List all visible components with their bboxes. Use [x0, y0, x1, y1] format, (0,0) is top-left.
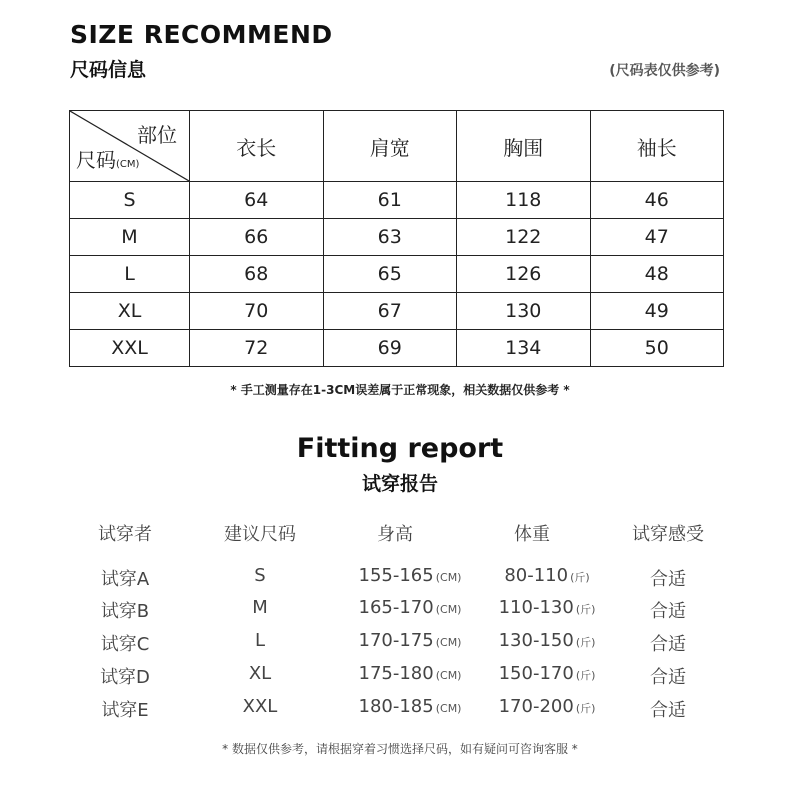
fitting-tester: 试穿C: [100, 634, 150, 655]
column-header-shoulder: 肩宽: [323, 111, 457, 182]
fitting-size: XXL: [242, 696, 278, 717]
fitting-feeling: 合适: [650, 569, 686, 590]
table-cell: 66: [190, 219, 324, 256]
weight-unit: (斤): [570, 571, 590, 584]
page-title-cn: 尺码信息: [70, 59, 147, 81]
fitting-height-value: 165-170: [358, 597, 434, 618]
table-cell: 68: [190, 256, 324, 293]
fitting-column-header-weight: 体重: [514, 524, 550, 545]
fitting-height-value: 155-165: [358, 565, 434, 586]
corner-label-part: 部位: [137, 123, 177, 147]
height-unit: (CM): [435, 702, 462, 715]
page-title-en: SIZE RECOMMEND: [70, 20, 333, 49]
fitting-size: S: [254, 565, 266, 586]
weight-unit: (斤): [575, 603, 596, 616]
weight-unit: (斤): [575, 636, 596, 649]
measurement-footnote: * 手工测量存在1-3CM误差属于正常现象，相关数据仅供参考 *: [230, 383, 570, 397]
table-cell: 67: [323, 293, 457, 330]
fitting-column-header-height: 身高: [377, 524, 413, 545]
height-unit: (CM): [435, 636, 462, 649]
size-label: M: [70, 219, 190, 256]
fitting-height-value: 180-185: [358, 696, 434, 717]
height-unit: (CM): [435, 603, 462, 616]
fitting-tester: 试穿A: [100, 569, 150, 590]
fitting-height: [335, 663, 485, 684]
table-cell: 126: [457, 256, 591, 293]
fitting-weight-value: 170-200: [498, 696, 574, 717]
table-cell: 49: [590, 293, 724, 330]
fitting-height-value: 170-175: [358, 630, 434, 651]
weight-unit: (斤): [575, 702, 596, 715]
table-cell: 72: [190, 330, 324, 367]
fitting-title-cn: 试穿报告: [361, 473, 438, 495]
fitting-height: [335, 597, 485, 618]
table-cell: 122: [457, 219, 591, 256]
size-label: L: [70, 256, 190, 293]
reference-note: (尺码表仅供参考): [609, 63, 720, 79]
fitting-feeling: 合适: [650, 700, 686, 721]
fitting-feeling: 合适: [650, 667, 686, 688]
fitting-column-header-size: 建议尺码: [224, 524, 296, 545]
height-unit: (CM): [435, 669, 462, 682]
fitting-size: M: [252, 597, 268, 618]
fitting-height: [335, 565, 485, 586]
fitting-feeling: 合适: [650, 601, 686, 622]
fitting-size: L: [254, 630, 266, 651]
table-cell: 50: [590, 330, 724, 367]
size-label: XXL: [70, 330, 190, 367]
table-cell: 48: [590, 256, 724, 293]
column-header-chest: 胸围: [457, 111, 591, 182]
weight-unit: (斤): [575, 669, 596, 682]
table-cell: 47: [590, 219, 724, 256]
table-cell: 65: [323, 256, 457, 293]
table-cell: 61: [323, 182, 457, 219]
fitting-size: XL: [248, 663, 272, 684]
corner-label-size-text: 尺码: [76, 148, 116, 172]
fitting-tester: 试穿B: [100, 601, 150, 622]
table-cell: 118: [457, 182, 591, 219]
table-cell: 69: [323, 330, 457, 367]
fitting-column-header-feeling: 试穿感受: [632, 524, 704, 545]
fitting-weight-value: 110-130: [498, 597, 574, 618]
table-cell: 134: [457, 330, 591, 367]
fitting-footnote: * 数据仅供参考，请根据穿着习惯选择尺码，如有疑问可咨询客服 *: [222, 742, 578, 756]
fitting-height: [335, 696, 485, 717]
fitting-column-header-tester: 试穿者: [98, 524, 152, 545]
table-cell: 70: [190, 293, 324, 330]
fitting-tester: 试穿E: [101, 700, 149, 721]
table-cell: 63: [323, 219, 457, 256]
fitting-feeling: 合适: [650, 634, 686, 655]
fitting-weight-value: 80-110: [504, 565, 569, 586]
fitting-tester: 试穿D: [100, 667, 150, 688]
corner-label-unit: (CM): [116, 159, 140, 170]
table-cell: 46: [590, 182, 724, 219]
column-header-length: 衣长: [190, 111, 324, 182]
fitting-title-en: Fitting report: [296, 433, 504, 464]
fitting-height: [335, 630, 485, 651]
table-cell: 130: [457, 293, 591, 330]
height-unit: (CM): [435, 571, 462, 584]
table-cell: 64: [190, 182, 324, 219]
column-header-sleeve: 袖长: [590, 111, 724, 182]
fitting-weight-value: 150-170: [498, 663, 574, 684]
fitting-height-value: 175-180: [358, 663, 434, 684]
fitting-weight-value: 130-150: [498, 630, 574, 651]
size-label: XL: [70, 293, 190, 330]
size-label: S: [70, 182, 190, 219]
